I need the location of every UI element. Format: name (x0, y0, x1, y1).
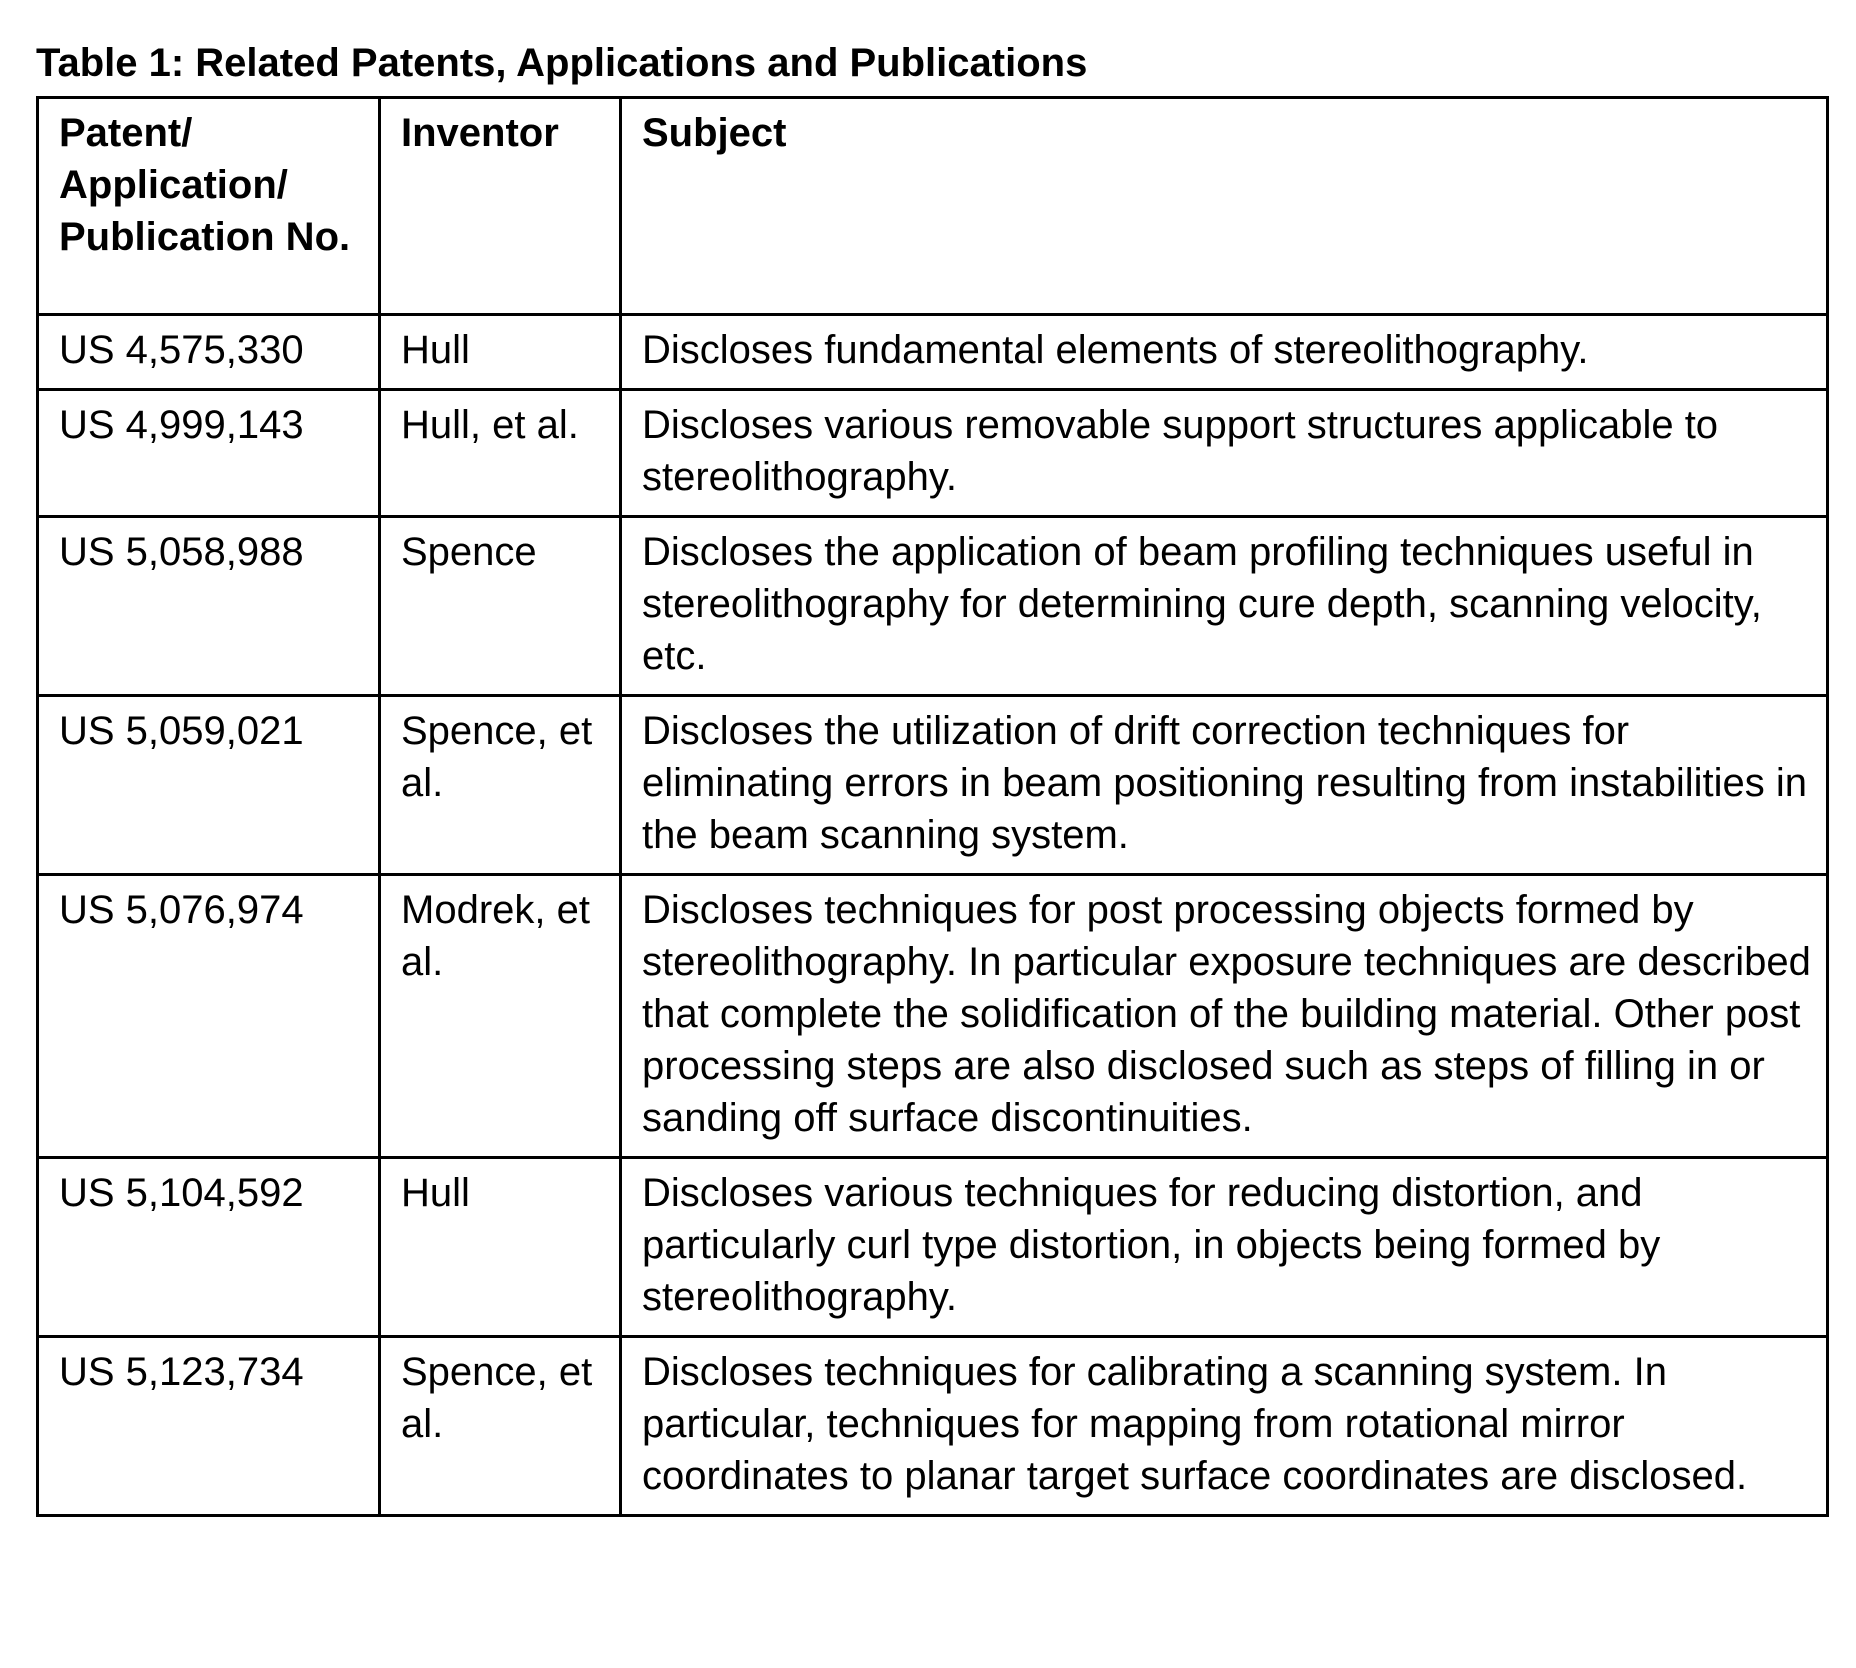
table-row (38, 390, 1828, 517)
table-row (38, 875, 1828, 1158)
subject: Discloses the utilization of drift correction techniques for eliminating errors in beam positioning resulting from instabilities in the beam scanning system. (621, 696, 1828, 875)
header-row (38, 98, 1828, 315)
table-row (38, 696, 1828, 875)
subject: Discloses various removable support structures applicable to stereolithography. (621, 390, 1828, 517)
inventor: Hull (380, 315, 621, 390)
inventor: Modrek, et al. (380, 875, 621, 1158)
table-row (38, 517, 1828, 696)
patent-number: US 5,059,021 (38, 696, 380, 875)
table-row (38, 1158, 1828, 1337)
patent-number: US 5,123,734 (38, 1337, 380, 1516)
subject: Discloses techniques for calibrating a scanning system. In particular, techniques for mapping from rotational mirror coordinates to planar target surface coordinates are disclosed. (621, 1337, 1828, 1516)
inventor: Spence, et al. (380, 696, 621, 875)
header-subject: Subject (621, 98, 1828, 315)
header-inventor: Inventor (380, 98, 621, 315)
patent-number: US 4,999,143 (38, 390, 380, 517)
table-row (38, 315, 1828, 390)
subject: Discloses techniques for post processing objects formed by stereolithography. In particular exposure techniques are described that complete the solidification of the building material. Other post processing steps are also disclosed such as steps of filling in or sanding off surface discontinuities. (621, 875, 1828, 1158)
table-caption: Table 1: Related Patents, Applications and Publications (36, 40, 1087, 86)
table-header (38, 98, 1828, 315)
header-number: Patent/ Application/ Publication No. (38, 98, 380, 315)
inventor: Spence (380, 517, 621, 696)
patents-table (36, 96, 1829, 1517)
patent-number: US 4,575,330 (38, 315, 380, 390)
table-row (38, 1337, 1828, 1516)
subject: Discloses various techniques for reducing distortion, and particularly curl type distortion, in objects being formed by stereolithography. (621, 1158, 1828, 1337)
inventor: Hull (380, 1158, 621, 1337)
table-body (38, 315, 1828, 1516)
patent-number: US 5,058,988 (38, 517, 380, 696)
inventor: Hull, et al. (380, 390, 621, 517)
subject: Discloses the application of beam profiling techniques useful in stereolithography for determining cure depth, scanning velocity, etc. (621, 517, 1828, 696)
inventor: Spence, et al. (380, 1337, 621, 1516)
patent-number: US 5,076,974 (38, 875, 380, 1158)
subject: Discloses fundamental elements of stereolithography. (621, 315, 1828, 390)
patent-number: US 5,104,592 (38, 1158, 380, 1337)
